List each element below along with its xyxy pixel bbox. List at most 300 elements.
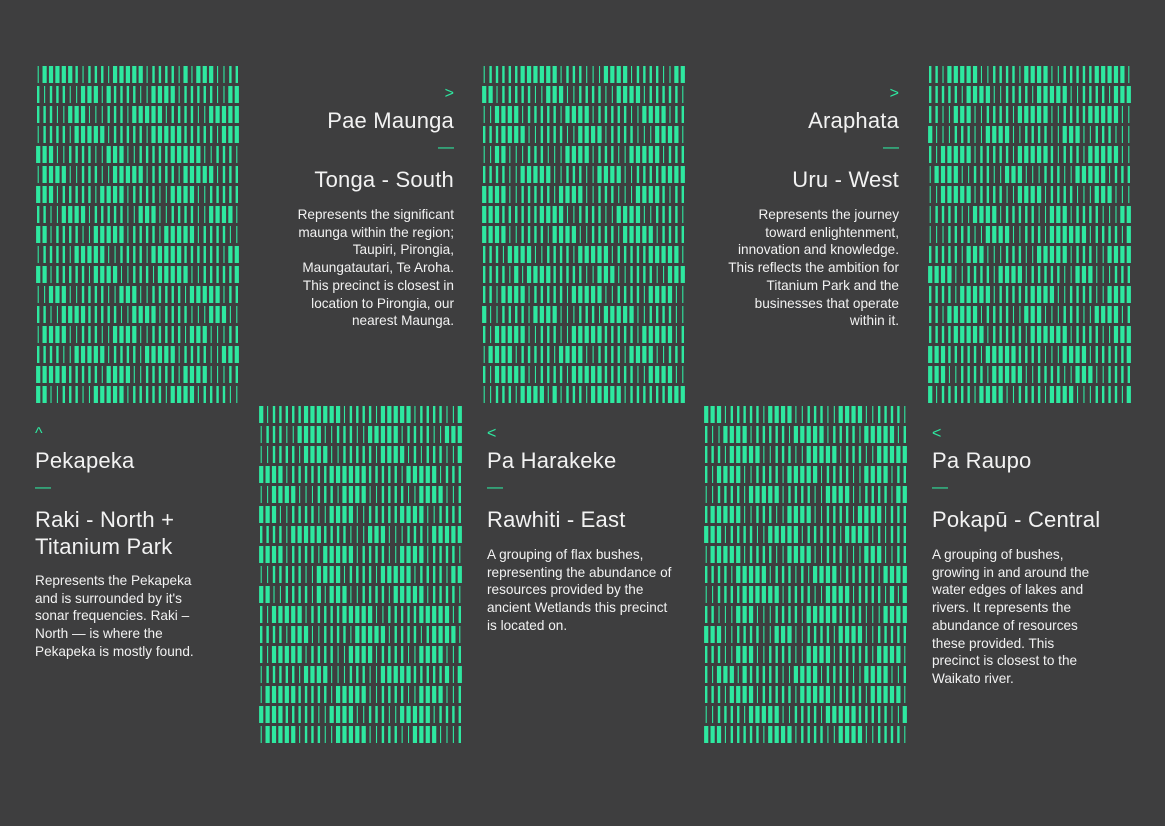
pattern-bar: [1071, 86, 1072, 103]
pattern-bar: [134, 206, 135, 223]
pattern-bar: [400, 666, 404, 683]
pattern-bar: [655, 146, 659, 163]
pattern-bar: [1128, 66, 1129, 83]
pattern-bar: [216, 246, 218, 263]
pattern-bar: [1127, 86, 1131, 103]
pattern-bar: [217, 66, 218, 83]
pattern-bar: [1107, 186, 1111, 203]
pattern-bar: [376, 726, 377, 743]
pattern-bar: [904, 466, 906, 483]
pattern-bar: [223, 366, 224, 383]
pattern-bar: [994, 266, 995, 283]
pattern-bar: [88, 146, 90, 163]
pattern-bar: [376, 606, 377, 623]
pattern-bar: [896, 606, 900, 623]
pattern-bar: [446, 406, 447, 423]
pattern-bar: [706, 546, 707, 563]
pattern-bar: [675, 86, 677, 103]
pattern-bar: [502, 66, 504, 83]
pattern-bar: [337, 526, 339, 543]
pattern-bar: [711, 606, 713, 623]
pattern-bar: [370, 726, 371, 743]
pattern-bar: [821, 586, 822, 603]
pattern-bar: [743, 666, 747, 683]
pattern-bar: [140, 326, 141, 343]
pattern-bar: [1128, 186, 1129, 203]
pattern-bar: [331, 686, 332, 703]
pattern-bar: [140, 366, 141, 383]
pattern-bar: [541, 146, 543, 163]
pattern-bar: [496, 386, 498, 403]
pattern-bar: [43, 346, 45, 363]
pattern-bar: [286, 586, 288, 603]
pattern-bar: [115, 286, 116, 303]
pattern-bar: [904, 546, 906, 563]
pattern-bar: [1070, 66, 1072, 83]
pattern-bar: [682, 366, 683, 383]
pattern-bar: [1018, 106, 1022, 123]
pattern-bar: [783, 706, 784, 723]
pattern-bar: [1007, 386, 1008, 403]
pattern-bar: [1120, 86, 1124, 103]
pattern-bar: [736, 546, 740, 563]
pattern-bar: [1088, 266, 1092, 283]
pattern-bar: [994, 286, 995, 303]
pattern-bar: [260, 606, 262, 623]
pattern-bar: [139, 106, 143, 123]
pattern-bar: [63, 226, 65, 243]
pattern-bar: [980, 146, 982, 163]
pattern-bar: [1037, 146, 1041, 163]
pattern-bar: [775, 606, 777, 623]
pattern-bar: [840, 446, 841, 463]
pattern-bar: [331, 426, 332, 443]
pattern-bar: [133, 186, 135, 203]
pattern-bar: [711, 566, 713, 583]
pattern-bar: [711, 686, 713, 703]
pattern-bar: [387, 666, 391, 683]
pattern-bar: [826, 446, 830, 463]
pattern-bar: [929, 286, 931, 303]
pattern-bar: [133, 126, 135, 143]
pattern-bar: [166, 186, 167, 203]
pattern-bar: [509, 386, 511, 403]
pattern-bar: [567, 206, 568, 223]
pattern-bar: [285, 486, 289, 503]
pattern-bar: [43, 246, 45, 263]
pattern-bar: [164, 86, 168, 103]
pattern-bar: [62, 66, 66, 83]
pattern-bar: [775, 406, 779, 423]
pattern-bar: [140, 246, 142, 263]
pattern-bar: [127, 386, 128, 403]
pattern-bar: [1122, 386, 1123, 403]
pattern-bar: [1006, 66, 1008, 83]
pattern-bar: [788, 586, 790, 603]
pattern-bar: [369, 466, 371, 483]
pattern-bar: [1069, 226, 1073, 243]
pattern-bar: [1071, 206, 1072, 223]
pattern-bar: [769, 426, 771, 443]
pattern-bar: [871, 426, 875, 443]
pattern-bar: [853, 506, 854, 523]
pattern-bar: [852, 686, 854, 703]
pattern-bar: [643, 166, 645, 183]
pattern-bar: [949, 366, 950, 383]
pattern-bar: [704, 626, 708, 643]
pattern-bar: [819, 606, 823, 623]
pattern-bar: [980, 266, 982, 283]
pattern-bar: [662, 186, 664, 203]
pattern-bar: [706, 486, 707, 503]
pattern-bar: [624, 106, 626, 123]
pattern-bar: [88, 326, 90, 343]
pattern-bar: [146, 266, 148, 283]
pattern-bar: [304, 526, 308, 543]
pattern-bar: [413, 726, 417, 743]
pattern-bar: [928, 366, 932, 383]
pattern-bar: [82, 286, 84, 303]
pattern-bar: [439, 706, 441, 723]
pattern-bar: [445, 526, 449, 543]
pattern-bar: [501, 286, 505, 303]
pattern-bar: [807, 686, 811, 703]
pattern-bar: [196, 286, 200, 303]
pattern-bar: [625, 346, 626, 363]
pattern-bar: [942, 126, 943, 143]
pattern-bar: [164, 266, 168, 283]
pattern-bar: [611, 186, 613, 203]
pattern-bar: [618, 366, 620, 383]
pattern-bar: [140, 126, 142, 143]
pattern-bar: [935, 346, 939, 363]
pattern-bar: [1019, 66, 1020, 83]
pattern-bar: [95, 366, 97, 383]
pattern-bar: [317, 526, 321, 543]
pattern-bar: [553, 286, 555, 303]
pattern-bar: [196, 326, 200, 343]
pattern-bar: [453, 406, 454, 423]
pattern-bar: [1013, 106, 1014, 123]
pattern-bar: [554, 146, 555, 163]
pattern-bar: [999, 306, 1001, 323]
pattern-bar: [204, 146, 205, 163]
pattern-bar: [230, 226, 231, 243]
pattern-bar: [826, 646, 830, 663]
pattern-bar: [819, 566, 823, 583]
pattern-bar: [318, 706, 319, 723]
pattern-bar: [763, 506, 765, 523]
pattern-bar: [593, 146, 594, 163]
pattern-bar: [591, 366, 595, 383]
pattern-bar: [682, 306, 683, 323]
pattern-bar: [929, 246, 931, 263]
pattern-bar: [260, 526, 262, 543]
pattern-bar: [1121, 366, 1123, 383]
pattern-bar: [1115, 186, 1116, 203]
pattern-bar: [121, 266, 122, 283]
pattern-bar: [1044, 366, 1046, 383]
pattern-bar: [204, 386, 206, 403]
pattern-bar: [406, 546, 410, 563]
pattern-bar: [586, 206, 588, 223]
pattern-bar: [668, 326, 672, 343]
pattern-bar: [617, 306, 621, 323]
pattern-bar: [546, 266, 550, 283]
pattern-bar: [763, 626, 764, 643]
pattern-bar: [325, 726, 326, 743]
pattern-bar: [877, 446, 881, 463]
pattern-bar: [1115, 386, 1117, 403]
pattern-bar: [285, 606, 289, 623]
pattern-bar: [541, 346, 543, 363]
pattern-bar: [406, 406, 410, 423]
pattern-bar: [948, 386, 950, 403]
pattern-bar: [878, 406, 880, 423]
pattern-bar: [375, 466, 377, 483]
pattern-bar: [999, 286, 1001, 303]
pattern-bar: [644, 126, 645, 143]
pattern-bar: [401, 626, 403, 643]
pattern-bar: [191, 206, 193, 223]
pattern-bar: [217, 166, 218, 183]
pattern-bar: [1045, 306, 1046, 323]
pattern-bar: [794, 666, 798, 683]
pattern-bar: [203, 326, 207, 343]
pattern-bar: [801, 586, 803, 603]
pattern-bar: [553, 226, 557, 243]
pattern-bar: [954, 106, 958, 123]
pattern-bar: [56, 126, 58, 143]
pattern-bar: [278, 546, 282, 563]
pattern-bar: [406, 466, 410, 483]
pattern-bar: [783, 466, 784, 483]
pattern-bar: [94, 226, 98, 243]
pattern-bar: [177, 246, 181, 263]
pattern-bar: [597, 326, 601, 343]
pattern-bar: [203, 66, 207, 83]
pattern-bar: [858, 506, 862, 523]
pattern-bar: [676, 286, 677, 303]
pattern-bar: [388, 466, 390, 483]
pattern-bar: [432, 486, 436, 503]
pattern-bar: [553, 106, 555, 123]
pattern-bar: [533, 386, 537, 403]
pattern-bar: [605, 206, 606, 223]
pattern-bar: [540, 206, 544, 223]
pattern-bar: [1108, 346, 1110, 363]
pattern-bar: [191, 66, 192, 83]
pattern-bar: [961, 386, 963, 403]
pattern-bar: [1011, 346, 1015, 363]
pattern-bar: [813, 446, 817, 463]
pattern-bar: [267, 606, 268, 623]
pattern-bar: [81, 126, 85, 143]
pattern-bar: [1103, 286, 1104, 303]
pattern-bar: [292, 506, 294, 523]
pattern-bar: [408, 486, 409, 503]
pattern-bar: [864, 666, 868, 683]
pattern-bar: [553, 326, 555, 343]
pattern-bar: [171, 126, 175, 143]
pattern-bar: [209, 66, 213, 83]
pattern-bar: [285, 726, 289, 743]
pattern-bar: [147, 286, 148, 303]
pattern-bar: [736, 606, 740, 623]
pattern-bar: [540, 266, 544, 283]
pattern-bar: [75, 66, 77, 83]
pattern-bar: [610, 306, 614, 323]
pattern-bar: [395, 626, 397, 643]
pattern-bar: [578, 186, 582, 203]
pattern-bar: [553, 66, 557, 83]
pattern-bar: [655, 286, 659, 303]
pattern-bar: [349, 546, 353, 563]
pattern-bar: [813, 466, 817, 483]
pattern-bar: [389, 526, 390, 543]
pattern-bar: [1037, 86, 1041, 103]
pattern-bar: [528, 106, 530, 123]
pattern-bar: [177, 226, 181, 243]
pattern-bar: [800, 666, 804, 683]
pattern-bar: [669, 206, 671, 223]
pattern-bar: [1090, 126, 1091, 143]
pattern-bar: [292, 666, 294, 683]
pattern-bar: [49, 326, 53, 343]
pattern-bar: [724, 586, 726, 603]
pattern-bar: [712, 466, 713, 483]
pattern-bar: [496, 266, 498, 283]
pattern-bar: [38, 66, 39, 83]
pattern-bar: [717, 506, 721, 523]
pattern-bar: [171, 386, 175, 403]
pattern-bar: [266, 546, 270, 563]
pattern-bar: [273, 666, 275, 683]
pattern-bar: [936, 126, 937, 143]
pattern-bar: [763, 426, 765, 443]
pattern-bar: [859, 686, 861, 703]
pattern-bar: [107, 146, 111, 163]
pattern-bar: [781, 626, 785, 643]
pattern-bar: [630, 366, 632, 383]
pattern-bar: [623, 306, 627, 323]
pattern-bar: [744, 486, 745, 503]
pattern-bar: [743, 606, 747, 623]
pattern-bar: [75, 106, 79, 123]
pattern-bar: [1058, 126, 1059, 143]
pattern-bar: [229, 326, 231, 343]
pattern-bar: [769, 686, 771, 703]
pattern-bar: [427, 586, 428, 603]
pattern-bar: [1064, 166, 1065, 183]
pattern-bar: [298, 566, 300, 583]
pattern-bar: [82, 166, 84, 183]
pattern-bar: [1032, 206, 1034, 223]
pattern-bar: [974, 346, 976, 363]
pattern-bar: [866, 726, 867, 743]
pattern-bar: [438, 646, 442, 663]
pattern-bar: [612, 206, 613, 223]
pattern-bar: [95, 286, 97, 303]
pattern-bar: [342, 466, 346, 483]
pattern-bar: [204, 246, 206, 263]
pattern-bar: [203, 366, 207, 383]
pattern-bar: [1039, 166, 1040, 183]
pattern-bar: [273, 426, 275, 443]
pattern-bar: [1127, 326, 1131, 343]
pattern-bar: [1051, 346, 1052, 363]
pattern-bar: [151, 346, 155, 363]
pattern-bar: [210, 186, 212, 203]
pattern-bar: [585, 366, 589, 383]
pattern-bar: [872, 566, 874, 583]
pattern-bar: [800, 686, 804, 703]
pattern-bar: [458, 426, 462, 443]
pattern-bar: [859, 666, 860, 683]
pattern-bar: [376, 686, 377, 703]
pattern-bar: [782, 686, 784, 703]
pattern-bar: [394, 426, 398, 443]
pattern-bar: [662, 206, 664, 223]
pattern-bar: [229, 366, 231, 383]
pattern-bar: [318, 486, 320, 503]
pattern-bar: [682, 326, 684, 343]
pattern-bar: [573, 246, 574, 263]
pattern-bar: [216, 226, 218, 243]
pattern-bar: [229, 186, 231, 203]
pattern-bar: [521, 226, 523, 243]
pattern-bar: [832, 446, 836, 463]
pattern-bar: [820, 406, 822, 423]
pattern-bar: [87, 346, 91, 363]
pattern-bar: [336, 586, 340, 603]
pattern-bar: [565, 346, 569, 363]
pattern-bar: [827, 626, 829, 643]
pattern-bar: [414, 606, 416, 623]
pattern-bar: [382, 586, 384, 603]
pattern-bar: [159, 306, 160, 323]
pattern-bar: [223, 266, 225, 283]
pattern-bar: [897, 406, 899, 423]
pattern-bar: [662, 226, 664, 243]
pattern-bar: [1089, 206, 1091, 223]
pattern-bar: [1037, 326, 1041, 343]
pattern-bar: [501, 226, 505, 243]
pattern-bar: [484, 66, 485, 83]
pattern-bar: [612, 246, 613, 263]
pekapeka-pattern: [35, 65, 240, 405]
pattern-bar: [495, 366, 499, 383]
pattern-bar: [1043, 286, 1047, 303]
pattern-bar: [133, 86, 135, 103]
pattern-bar: [509, 66, 511, 83]
pattern-bar: [312, 486, 313, 503]
pattern-bar: [87, 86, 91, 103]
pattern-bar: [955, 346, 957, 363]
pattern-bar: [1044, 166, 1046, 183]
pattern-bar: [775, 666, 777, 683]
pattern-bar: [541, 226, 543, 243]
pattern-bar: [420, 406, 422, 423]
pattern-bar: [755, 706, 759, 723]
pattern-bar: [439, 506, 441, 523]
pattern-bar: [783, 666, 784, 683]
pattern-bar: [1064, 266, 1065, 283]
pattern-bar: [725, 446, 726, 463]
pattern-bar: [521, 206, 523, 223]
pattern-bar: [604, 246, 608, 263]
pattern-bar: [445, 426, 449, 443]
